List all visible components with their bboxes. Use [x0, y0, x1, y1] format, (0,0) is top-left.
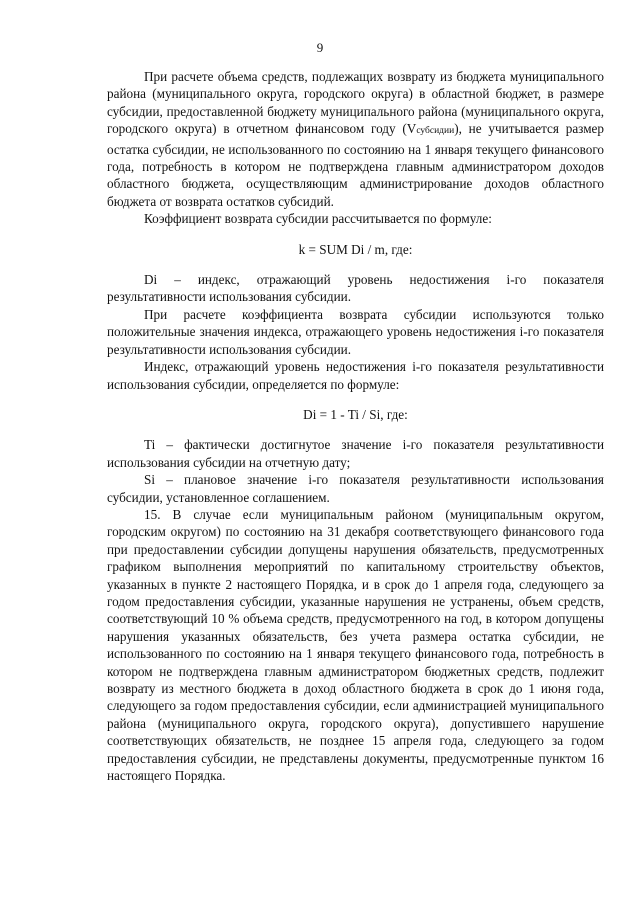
paragraph-coefficient-intro: Коэффициент возврата субсидии рассчитывается по формуле: [144, 211, 492, 227]
paragraph-text: При расчете объема средств, подлежащих возврату из бюджета муниципального района (муниципального округа, городского округа) в областной бюджет, в размере субсидии, предоставленной бюджету муниципального района (муниципального округа, городского округа) в отчетном финансовом году (V [107, 69, 604, 137]
paragraph-di-definition: Di – индекс, отражающий уровень недостижения i-го показателя результативности использования субсидии. [107, 272, 604, 305]
document-body [107, 68, 604, 784]
formula-coefficient: k = SUM Di / m, где: [298, 241, 413, 257]
paragraph-ti-definition: Ti – фактически достигнутое значение i-го показателя результативности использования субсидии на отчетную дату; [107, 437, 604, 470]
paragraph-item-15: 15. В случае если муниципальным районом (муниципальным округом, городским округом) по состоянию на 31 декабря соответствующего финансового года при предоставлении субсидии допущены нарушения обязательств, предусмотренных графиком выполнения мероприятий по капитальному строительству объектов, указанных в пункте 2 настоящего Порядка, и в срок до 1 апреля года, следующего за годом предоставления субсидии, указанные нарушения не устранены, объем средств, соответствующий 10 % объема средств, предусмотренного на год, в котором допущены нарушения указанных обязательств, без учета размера остатка субсидии, не использованного по состоянию на 1 января текущего финансового года, потребность в котором не подтверждена главным администратором бюджетных средств, подлежит возврату из местного бюджета в доход областного бюджета в срок до 1 июня года, следующего за годом предоставления субсидии, если администрацией муниципального района (муниципального округа, городского округа), допустившего нарушение соответствующих обязательств, не позднее 15 апреля года, следующего за годом предоставления субсидии, не представлены документы, предусмотренные пунктом 16 настоящего Порядка. [107, 506, 604, 784]
formula-index: Di = 1 - Ti / Si, где: [303, 406, 408, 422]
paragraph-positive-values: При расчете коэффициента возврата субсидии используются только положительные значения индекса, отражающего уровень недостижения i-го показателя результативности использования субсидии. [107, 306, 604, 357]
paragraph-text: ), не учитывается размер остатка субсидии, не использованного по состоянию на 1 января текущего финансового года, потребность в котором не подтверждена главным администратором доходов областного бюджета, осуществляющим администрирование доходов областного бюджета от возврата остатков субсидий. [107, 121, 604, 209]
paragraph-si-definition: Si – плановое значение i-го показателя результативности использования субсидии, установленное соглашением. [107, 472, 604, 505]
paragraph-index-intro: Индекс, отражающий уровень недостижения i-го показателя результативности использования субсидии, определяется по формуле: [107, 359, 604, 392]
page-number: 9 [316, 40, 324, 55]
subscript-text: субсидии [416, 126, 455, 137]
paragraph-return-volume [107, 68, 604, 210]
